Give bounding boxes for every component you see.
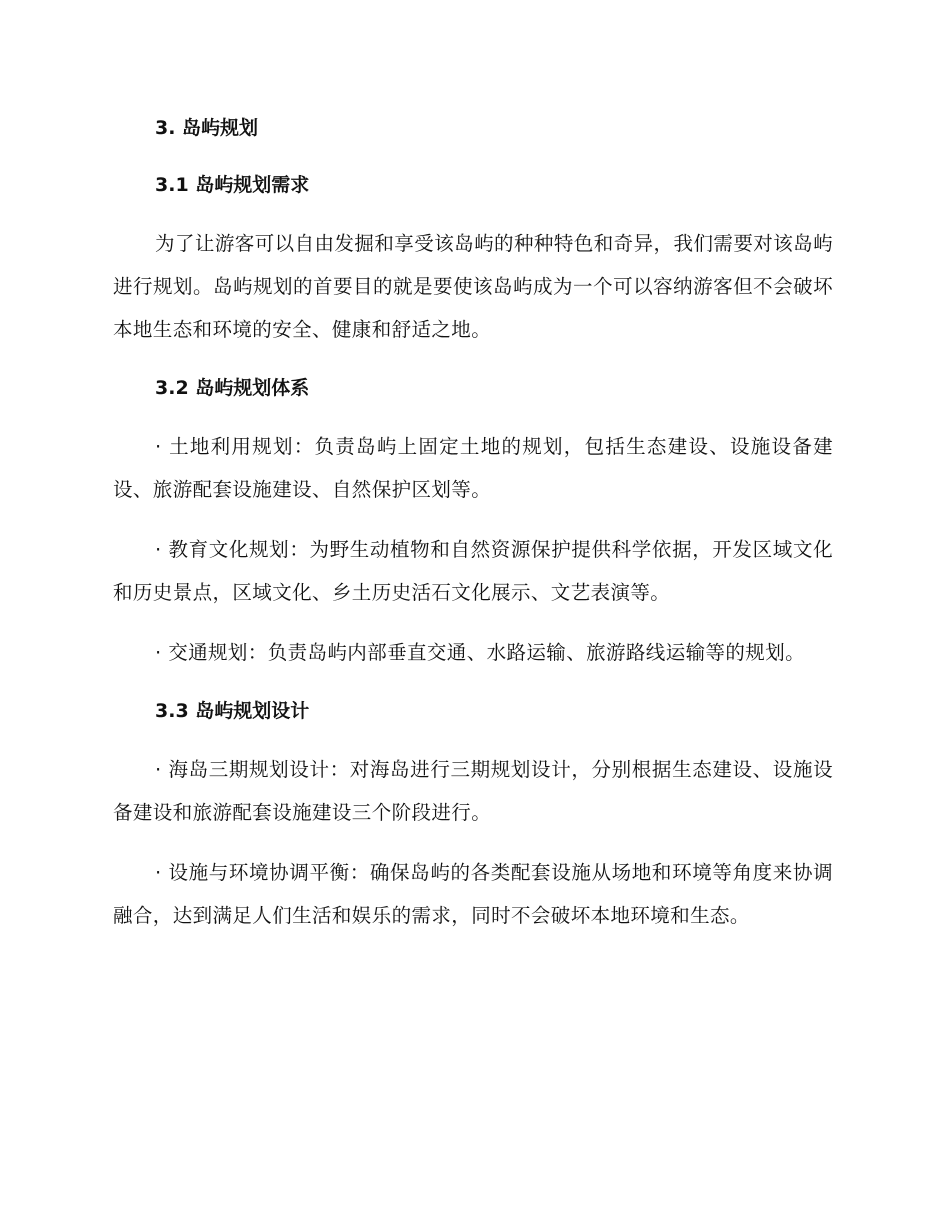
- bullet-paragraph: · 教育文化规划：为野生动植物和自然资源保护提供科学依据，开发区域文化和历史景点，区域文化、乡土历史活石文化展示、文艺表演等。: [113, 538, 833, 604]
- paragraph: 为了让游客可以自由发掘和享受该岛屿的种种特色和奇异，我们需要对该岛屿进行规划。岛屿规划的首要目的就是要使该岛屿成为一个可以容纳游客但不会破坏本地生态和环境的安全、健康和舒适之地。: [113, 232, 833, 341]
- document-title: 3. 岛屿规划: [155, 117, 259, 139]
- document-page: [113, 108, 833, 954]
- section-heading: 3.2 岛屿规划体系: [155, 377, 310, 399]
- section-system: [113, 368, 833, 674]
- section-heading: 3.3 岛屿规划设计: [155, 700, 310, 722]
- bullet-paragraph: · 交通规划：负责岛屿内部垂直交通、水路运输、旅游路线运输等的规划。: [155, 641, 805, 664]
- bullet-paragraph: · 土地利用规划：负责岛屿上固定土地的规划，包括生态建设、设施设备建设、旅游配套设施建设、自然保护区划等。: [113, 435, 833, 501]
- bullet-paragraph: · 海岛三期规划设计：对海岛进行三期规划设计，分别根据生态建设、设施设备建设和旅游配套设施建设三个阶段进行。: [113, 758, 833, 824]
- bullet-paragraph: · 设施与环境协调平衡：确保岛屿的各类配套设施从场地和环境等角度来协调融合，达到满足人们生活和娱乐的需求，同时不会破坏本地环境和生态。: [113, 861, 833, 927]
- section-heading: 3.1 岛屿规划需求: [155, 174, 310, 196]
- section-design: [113, 691, 833, 937]
- section-requirements: [113, 165, 833, 351]
